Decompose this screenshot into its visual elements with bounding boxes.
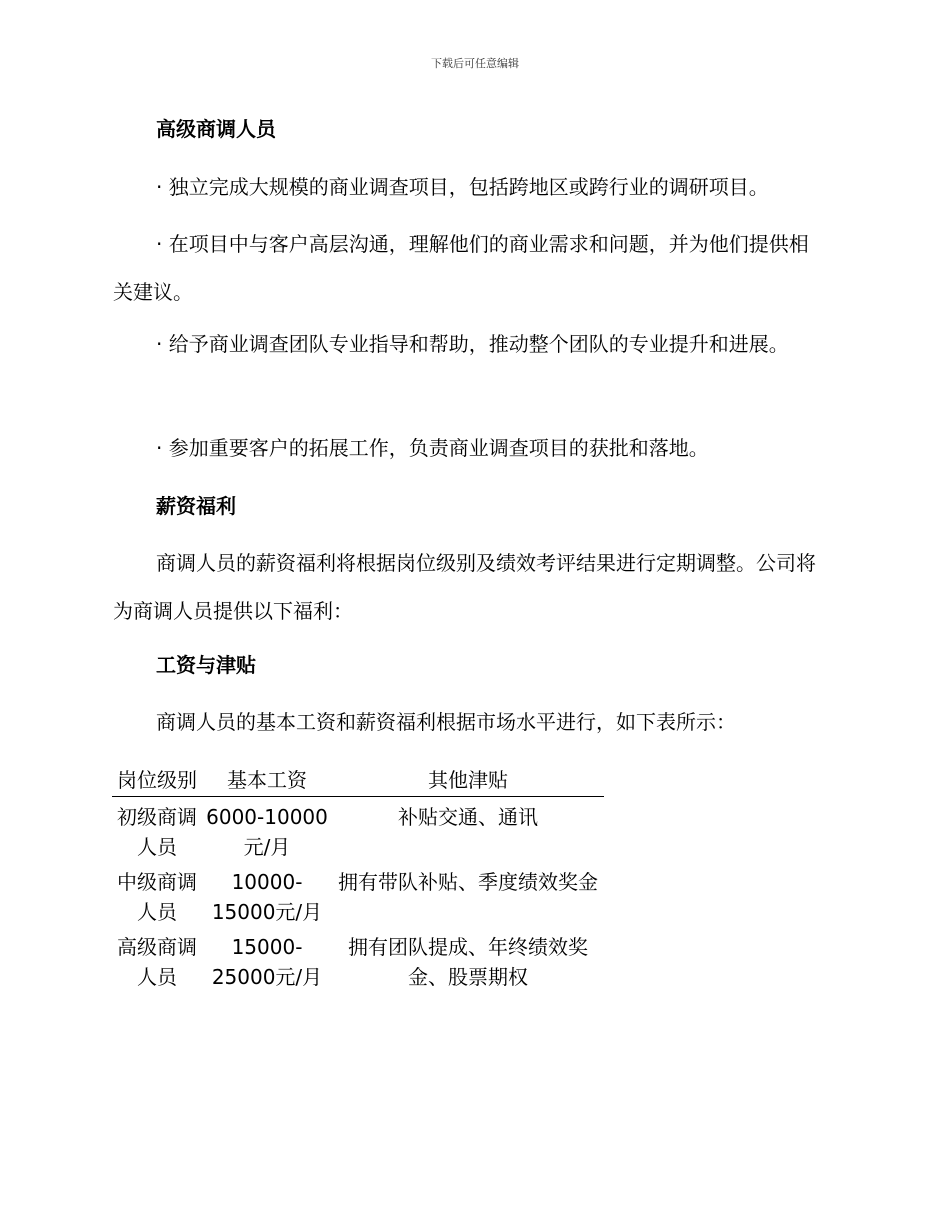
- table-header-level: 岗位级别: [112, 765, 202, 797]
- senior-heading: 高级商调人员: [156, 117, 276, 141]
- senior-bullet-2: · 在项目中与客户高层沟通，理解他们的商业需求和问题，并为他们提供相关建议。: [113, 232, 809, 304]
- senior-bullet-3: · 给予商业调查团队专业指导和帮助，推动整个团队的专业提升和进展。: [156, 332, 789, 356]
- table-cell-base-salary: 15000-25000元/月: [211, 935, 323, 989]
- senior-bullet-4: · 参加重要客户的拓展工作，负责商业调查项目的获批和落地。: [156, 436, 709, 460]
- table-cell-level: 初级商调人员: [117, 805, 197, 859]
- table-cell-base-salary: 10000-15000元/月: [211, 870, 323, 924]
- table-cell-level: 高级商调人员: [117, 935, 197, 989]
- table-row: [112, 862, 604, 927]
- benefits-heading: 薪资福利: [156, 494, 236, 518]
- table-cell-other-allowance: 拥有带队补贴、季度绩效奖金: [338, 870, 598, 894]
- table-cell-level: 中级商调人员: [117, 870, 197, 924]
- table-cell-other-allowance: 补贴交通、通讯: [398, 805, 538, 829]
- table-cell-other-allowance: 拥有团队提成、年终绩效奖金、股票期权: [348, 935, 588, 989]
- senior-bullet-1: · 独立完成大规模的商业调查项目，包括跨地区或跨行业的调研项目。: [156, 175, 769, 199]
- salary-heading: 工资与津贴: [156, 653, 256, 677]
- benefits-intro: 商调人员的薪资福利将根据岗位级别及绩效考评结果进行定期调整。公司将为商调人员提供以下福利：: [113, 551, 816, 623]
- table-row: [112, 797, 604, 863]
- table-header-other-allowance: 其他津贴: [332, 765, 604, 797]
- table-cell-base-salary: 6000-10000元/月: [206, 805, 328, 859]
- table-row: [112, 927, 604, 992]
- header-note: 下载后可任意编辑: [431, 57, 519, 70]
- salary-table: [112, 765, 604, 992]
- table-header-row: [112, 765, 604, 797]
- salary-intro: 商调人员的基本工资和薪资福利根据市场水平进行，如下表所示：: [156, 710, 736, 734]
- table-header-base-salary: 基本工资: [202, 765, 332, 797]
